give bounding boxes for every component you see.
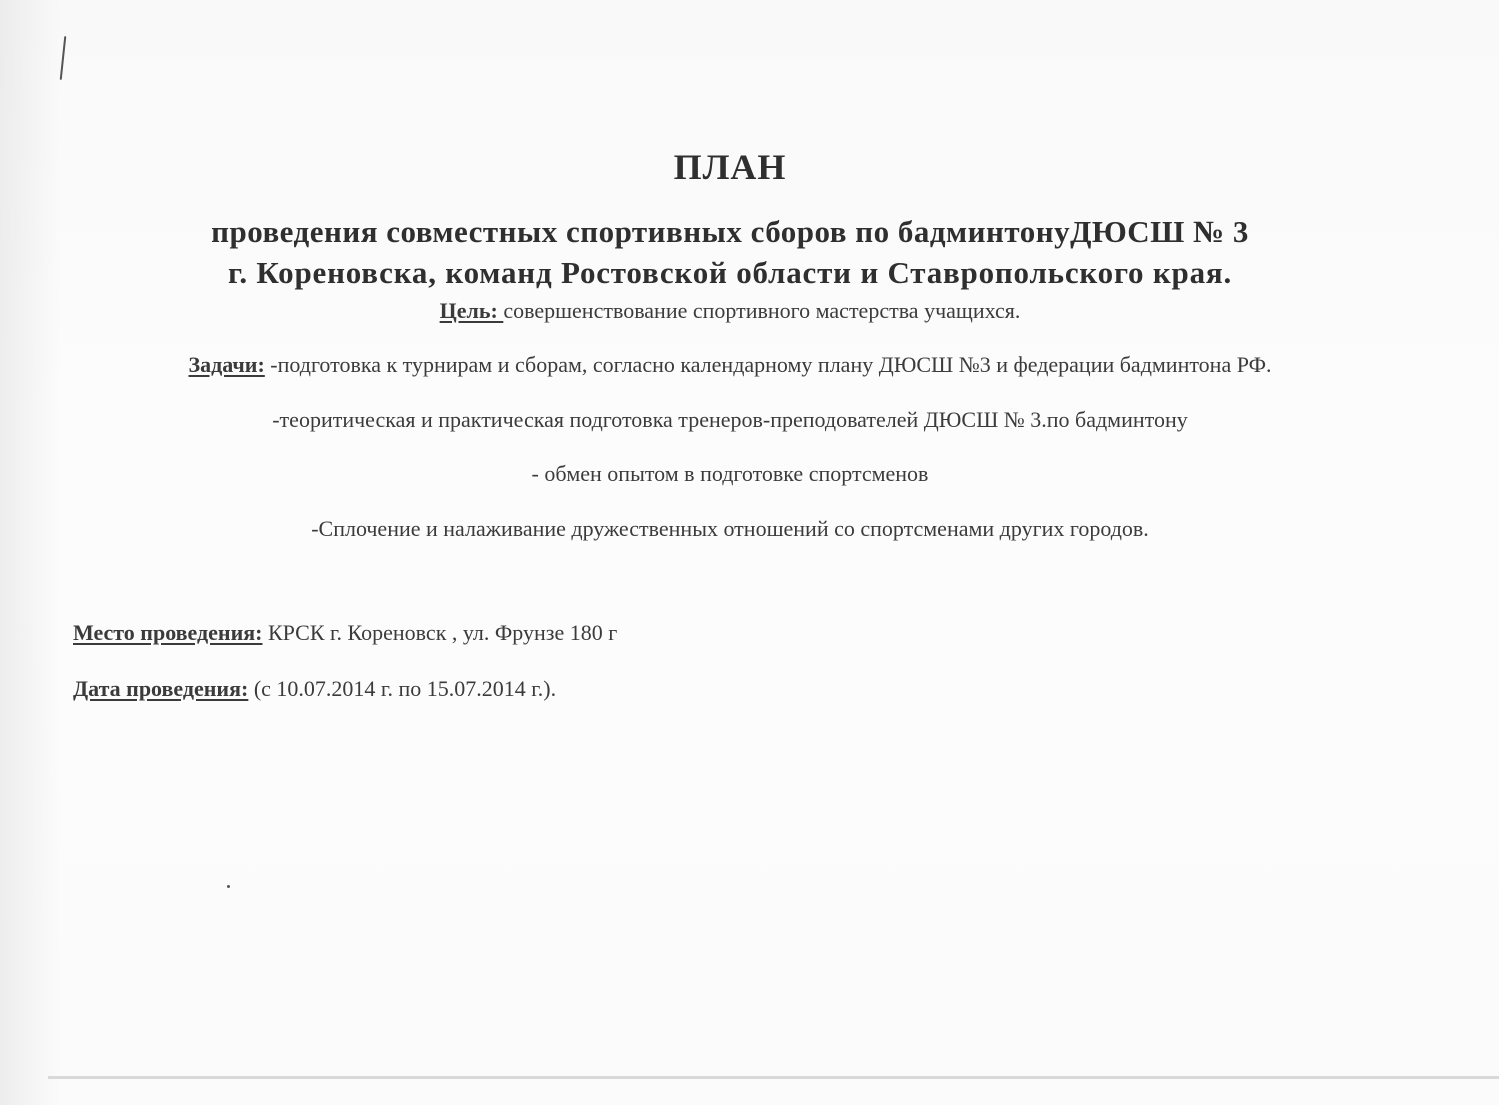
goal-text: совершенствование спортивного мастерства учащихся. <box>503 298 1021 323</box>
document-title: ПЛАН <box>673 147 787 187</box>
tasks-label: Задачи: <box>188 352 265 377</box>
task-item: -Сплочение и налаживание дружественных отношений со спортсменами других городов. <box>311 516 1149 541</box>
place-line <box>73 620 617 646</box>
task-item: -подготовка к турнирам и сборам, согласно календарному плану ДЮСШ №3 и федерации бадминтона РФ. <box>264 352 1272 377</box>
document-subtitle-line-2: г. Кореновска, команд Ростовской области и Ставропольского края. <box>227 255 1233 290</box>
pen-mark <box>60 36 67 80</box>
date-line <box>73 676 556 702</box>
task-item: -теоритическая и практическая подготовка тренеров-преподователей ДЮСШ № 3.по бадминтону <box>272 407 1188 432</box>
place-text: КРСК г. Кореновск , ул. Фрунзе 180 г <box>262 620 618 645</box>
goal-line <box>0 298 1460 324</box>
scan-speck <box>227 885 230 888</box>
goal-label: Цель: <box>439 298 504 323</box>
date-text: (с 10.07.2014 г. по 15.07.2014 г.). <box>248 676 557 701</box>
scan-edge-line <box>48 1076 1499 1079</box>
document-subtitle-line-1: проведения совместных спортивных сборов по бадминтонуДЮСШ № 3 <box>211 214 1249 249</box>
task-item: - обмен опытом в подготовке спортсменов <box>531 461 929 486</box>
date-label: Дата проведения: <box>73 676 249 701</box>
place-label: Место проведения: <box>73 620 263 645</box>
tasks-line <box>0 352 1460 378</box>
